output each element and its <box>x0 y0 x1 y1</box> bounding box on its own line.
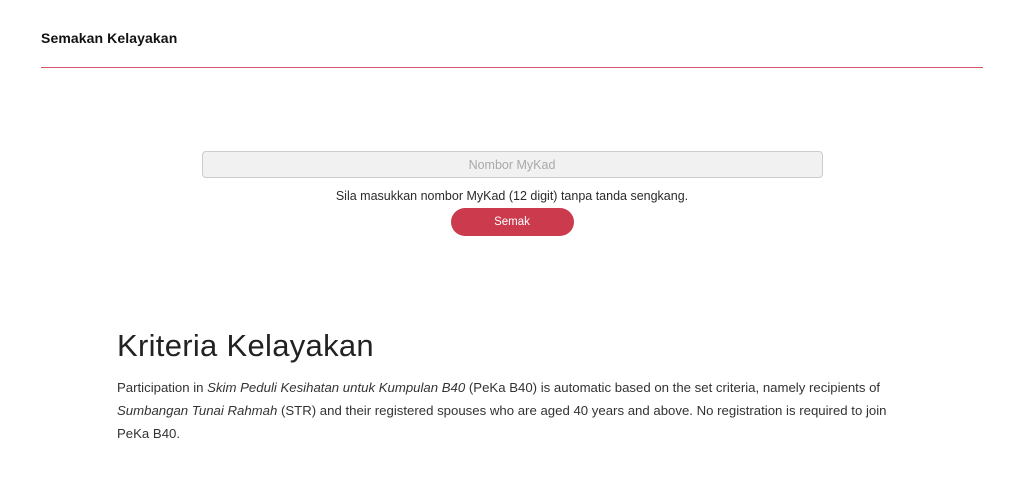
semak-submit-button[interactable]: Semak <box>451 208 574 236</box>
mykad-check-form <box>0 151 1024 236</box>
mykad-helper-text: Sila masukkan nombor MyKad (12 digit) tanpa tanda sengkang. <box>335 189 689 203</box>
criteria-heading: Kriteria Kelayakan <box>117 328 374 363</box>
page-title: Semakan Kelayakan <box>41 30 178 46</box>
page-header <box>0 0 1024 46</box>
header-divider <box>41 67 983 68</box>
criteria-paragraph: Participation in Skim Peduli Kesihatan untuk Kumpulan B40 (PeKa B40) is automatic based on the set criteria, namely recipients of Sumbangan Tunai Rahmah (STR) and their registered spouses who are aged 40 years and above. No registration is required to join PeKa B40. <box>117 379 887 441</box>
mykad-number-input[interactable] <box>202 151 823 178</box>
criteria-section <box>117 328 907 445</box>
